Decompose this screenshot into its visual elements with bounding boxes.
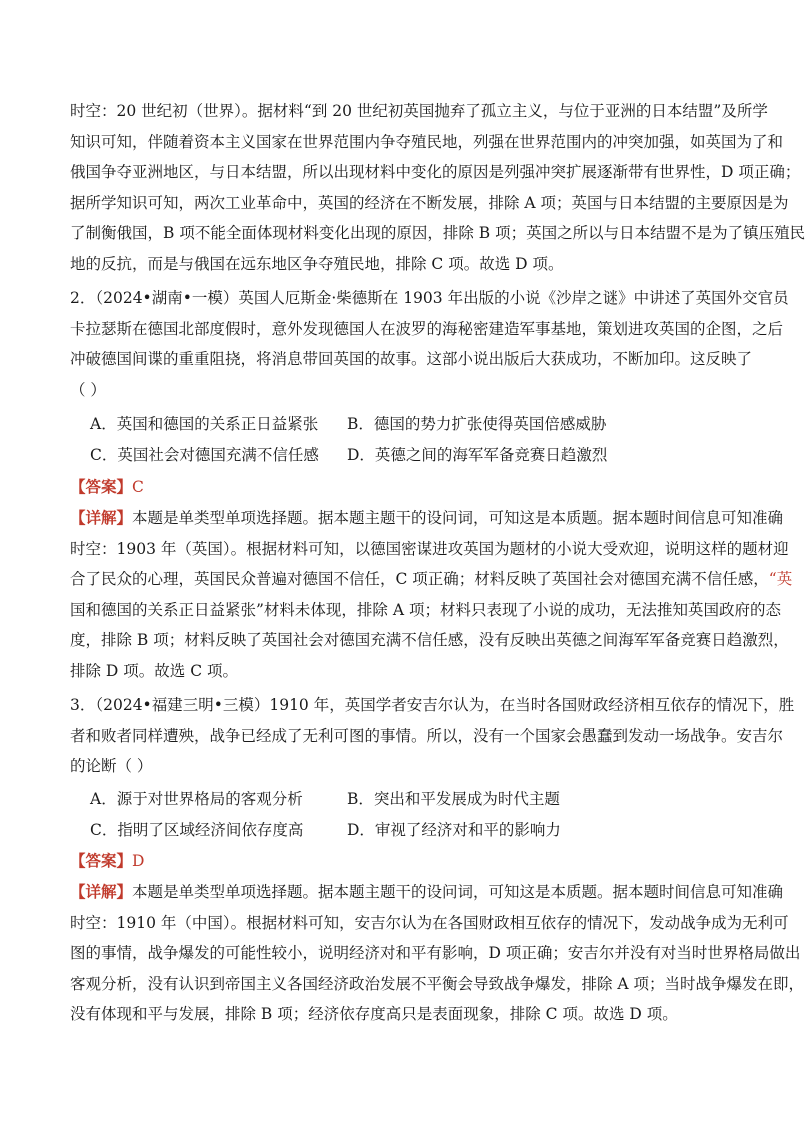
text-line: 本题是单类型单项选择题。据本题主题干的设问词，可知这是本质题。据本题时间信息可知准确 bbox=[132, 509, 784, 527]
text-line: 者和败者同样遭殃，战争已经成了无利可图的事情。所以，没有一个国家会愚蠢到发动一场战争。安吉尔 bbox=[70, 726, 784, 745]
q3-explanation bbox=[70, 877, 805, 1030]
q2-answer bbox=[70, 472, 740, 503]
text-line: 卡拉瑟斯在德国北部度假时，意外发现德国人在波罗的海秘密建造军事基地，策划进攻英国的企图，之后 bbox=[70, 319, 784, 338]
text-line: 客观分析，没有认识到帝国主义各国经济政治发展不平衡会导致战争爆发，排除 A 项；当时战争爆发在即， bbox=[70, 974, 805, 993]
text-line: 没有体现和平与发展，排除 B 项；经济依存度高只是表面现象，排除 C 项。故选 D 项。 bbox=[70, 1005, 678, 1023]
quoted-text: “英 bbox=[768, 570, 793, 588]
q3-option-a: A．源于对世界格局的客观分析 bbox=[90, 790, 303, 808]
text-line: 俄国争夺亚洲地区，与日本结盟，所以出现材料中变化的原因是列强冲突扩展逐渐带有世界性，D 项正确； bbox=[70, 163, 801, 181]
q2-option-c: C．英国社会对德国充满不信任感 bbox=[90, 446, 319, 464]
text-line: 合了民众的心理，英国民众普遍对德国不信任，C 项正确；材料反映了英国社会对德国充满不信任感， bbox=[70, 570, 769, 588]
text-line: 知识可知，伴随着资本主义国家在世界范围内争夺殖民地，列强在世界范围内的冲突加强，如英国为了和 bbox=[70, 132, 784, 151]
text-line: 本题是单类型单项选择题。据本题主题干的设问词，可知这是本质题。据本题时间信息可知准确 bbox=[132, 883, 784, 901]
text-line: 2．（2024•湖南•一模）英国人厄斯金·柴德斯在 1903 年出版的小说《沙岸之谜》中讲述了英国外交官员 bbox=[70, 289, 789, 307]
text-line: 冲破德国间谍的重重阻挠，将消息带回英国的故事。这部小说出版后大获成功，不断加印。这反映了 bbox=[70, 350, 753, 368]
q3-option-b: B．突出和平发展成为时代主题 bbox=[347, 790, 560, 808]
answer-value: C bbox=[132, 478, 144, 496]
question-3-stem bbox=[70, 690, 795, 782]
answer-value: D bbox=[132, 852, 145, 870]
text-line: 时空：1903 年（英国）。根据材料可知，以德国密谋进攻英国为题材的小说大受欢迎，说明这样的题材迎 bbox=[70, 539, 789, 558]
text-line: 据所学知识可知，两次工业革命中，英国的经济在不断发展，排除 A 项；英国与日本结盟的主要原因是为 bbox=[70, 193, 789, 212]
text-line: 时空：20 世纪初（世界）。据材料“到 20 世纪初英国抛弃了孤立主义，与位于亚洲的日本结盟”及所学 bbox=[70, 102, 768, 120]
question-2-stem bbox=[70, 283, 789, 405]
answer-label: 【答案】 bbox=[70, 477, 133, 496]
q2-option-b: B．德国的势力扩张使得英国倍感威胁 bbox=[347, 415, 607, 433]
answer-label: 【答案】 bbox=[70, 851, 133, 870]
text-line: 图的事情，战争爆发的可能性较小，说明经济对和平有影响，D 项正确；安吉尔并没有对当时世界格局做出 bbox=[70, 944, 801, 962]
q3-option-c: C．指明了区域经济间依存度高 bbox=[90, 821, 304, 839]
text-line: 国和德国的关系正日益紧张”材料未体现，排除 A 项；材料只表现了小说的成功，无法推知英国政府的态 bbox=[70, 600, 781, 619]
q3-option-d: D．审视了经济对和平的影响力 bbox=[347, 821, 561, 839]
text-line: 排除 D 项。故选 C 项。 bbox=[70, 661, 238, 680]
text-line: 的论断（ ） bbox=[70, 757, 153, 775]
q2-explanation bbox=[70, 503, 793, 686]
text-line: 地的反抗，而是与俄国在远东地区争夺殖民地，排除 C 项。故选 D 项。 bbox=[70, 254, 564, 273]
text-line: 度，排除 B 项；材料反映了英国社会对德国充满不信任感，没有反映出英德之间海军军备竞赛日趋激烈， bbox=[70, 631, 789, 649]
explain-label: 【详解】 bbox=[70, 508, 133, 527]
text-line: 时空：1910 年（中国）。根据材料可知，安吉尔认为在各国财政相互依存的情况下，发动战争成为无利可 bbox=[70, 913, 789, 932]
text-line: （ ） bbox=[70, 380, 106, 399]
q2-option-a: A．英国和德国的关系正日益紧张 bbox=[90, 415, 319, 433]
q3-answer bbox=[70, 846, 740, 877]
q1-explanation bbox=[70, 96, 805, 279]
q2-option-d: D．英德之间的海军军备竞赛日趋激烈 bbox=[347, 446, 608, 464]
explain-label: 【详解】 bbox=[70, 882, 133, 901]
text-line: 了制衡俄国，B 项不能全面体现材料变化出现的原因，排除 B 项；英国之所以与日本结盟不是为了镇压殖民 bbox=[70, 224, 805, 242]
text-line: 3．（2024•福建三明•三模）1910 年，英国学者安吉尔认为，在当时各国财政经济相互依存的情况下，胜 bbox=[70, 696, 795, 714]
